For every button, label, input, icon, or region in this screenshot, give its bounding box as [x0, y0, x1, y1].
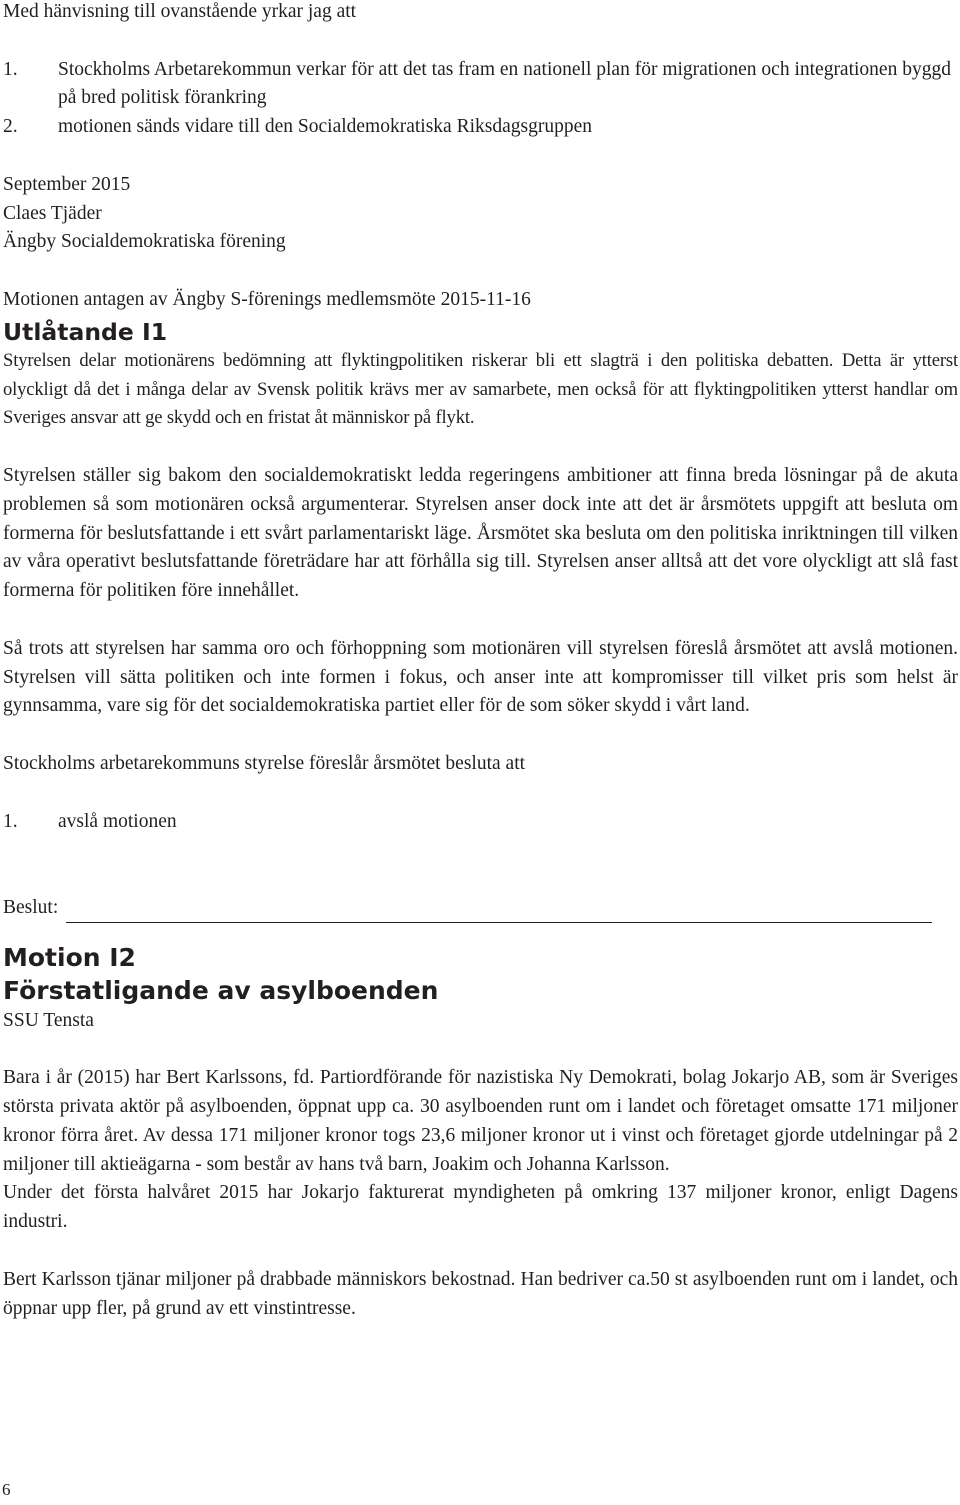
- spacer: [3, 721, 958, 750]
- item-text: avslå motionen: [58, 810, 177, 832]
- beslut-field: [3, 894, 958, 923]
- page-number: 6: [2, 1480, 11, 1499]
- item-number: 2.: [3, 116, 18, 138]
- utlatande-heading: Utlåtande I1: [3, 317, 168, 346]
- spacer: [3, 1036, 958, 1065]
- spacer: [3, 27, 958, 56]
- yrkande-item: [3, 56, 958, 114]
- motion-paragraph: Under det första halvåret 2015 har Jokarjo fakturerat myndigheten på omkring 137 miljoner kronor, enligt Dagens industri.: [3, 1182, 958, 1233]
- spacer: [3, 257, 958, 286]
- document-page: [3, 0, 958, 1323]
- beslut-line: [66, 900, 932, 923]
- motion-paragraph: Bara i år (2015) har Bert Karlssons, fd. Partiordförande för nazistiska Ny Demokrati, bolag Jokarjo AB, som är Sveriges största privata aktör på asylboenden, öppnat upp ca. 30 asylboenden runt om i landet och företaget omsatte 171 miljoner kronor förra året. Av dessa 171 miljoner kronor togs 23,6 miljoner kronor ut i vinst och företaget gjorde utdelningar på 2 miljoner till aktieägarna - som består av hans två barn, Joakim och Johanna Karlsson.: [3, 1067, 958, 1175]
- spacer: [3, 779, 958, 808]
- signature-org: Ängby Socialdemokratiska förening: [3, 231, 286, 253]
- yrkande-item: [3, 113, 958, 142]
- item-number: 1.: [3, 810, 18, 832]
- motion-author: SSU Tensta: [3, 1009, 94, 1031]
- forslag-text: Stockholms arbetarekommuns styrelse föreslår årsmötet besluta att: [3, 752, 526, 774]
- spacer: [3, 142, 958, 171]
- utlatande-paragraph: Styrelsen ställer sig bakom den socialdemokratiskt ledda regeringens ambitioner att finna breda lösningar på de akuta problemen så som motionären också argumenterar. Styrelsen anser dock inte att det är årsmötets uppgift att besluta om formerna för beslutsfattande i ett svårt parlamentariskt läge. Årsmötet ska besluta om den politiska inriktningen till vilken av våra operativt beslutsfattande företrädare har att förhålla sig till. Styrelsen anser alltså att det vore olyckligt att slå fast formerna för politiken före innehållet.: [3, 464, 958, 602]
- item-number: 1.: [3, 58, 18, 80]
- beslut-item: [3, 808, 958, 837]
- item-text: motionen sänds vidare till den Socialdemokratiska Riksdagsgruppen: [58, 116, 592, 138]
- utlatande-paragraph: Så trots att styrelsen har samma oro och förhoppning som motionären vill styrelsen föreslå årsmötet att avslå motionen. Styrelsen vill sätta politiken och inte formen i fokus, och anser inte att kompromisser till vilket pris som helst är gynnsamma, vare sig för det socialdemokratiska partiet eller för de som söker skydd i vårt land.: [3, 637, 958, 717]
- spacer: [3, 836, 958, 865]
- beslut-label: Beslut:: [3, 896, 59, 918]
- intro-text: Med hänvisning till ovanstående yrkar jag att: [3, 1, 357, 22]
- utlatande-paragraph: Styrelsen delar motionärens bedömning att flyktingpolitiken riskerar bli ett slagträ i den politiska debatten. Detta är ytterst olyckligt då det i många delar av Svensk politik krävs mer av samarbete, men också för att flyktingpolitiken ytterst handlar om Sveriges ansvar att ge skydd och en fristat åt människor på flykt.: [3, 349, 958, 429]
- motion-title: Förstatligande av asylboenden: [3, 975, 439, 1005]
- motion-paragraph: Bert Karlsson tjänar miljoner på drabbade människors bekostnad. Han bedriver ca.50 st asylboenden runt om i landet, och öppnar upp fler, på grund av ett vinstintresse.: [3, 1268, 958, 1319]
- spacer: [3, 865, 958, 894]
- spacer: [3, 923, 958, 941]
- spacer: [3, 606, 958, 635]
- signature-date: September 2015: [3, 173, 131, 195]
- item-text: Stockholms Arbetarekommun verkar för att det tas fram en nationell plan för migrationen och integrationen byggd på bred politisk förankring: [58, 58, 951, 109]
- motion-heading: Motion I2: [3, 942, 136, 972]
- spacer: [3, 1237, 958, 1266]
- signature-name: Claes Tjäder: [3, 202, 102, 224]
- spacer: [3, 433, 958, 462]
- antagen-text: Motionen antagen av Ängby S-förenings medlemsmöte 2015-11-16: [3, 288, 531, 310]
